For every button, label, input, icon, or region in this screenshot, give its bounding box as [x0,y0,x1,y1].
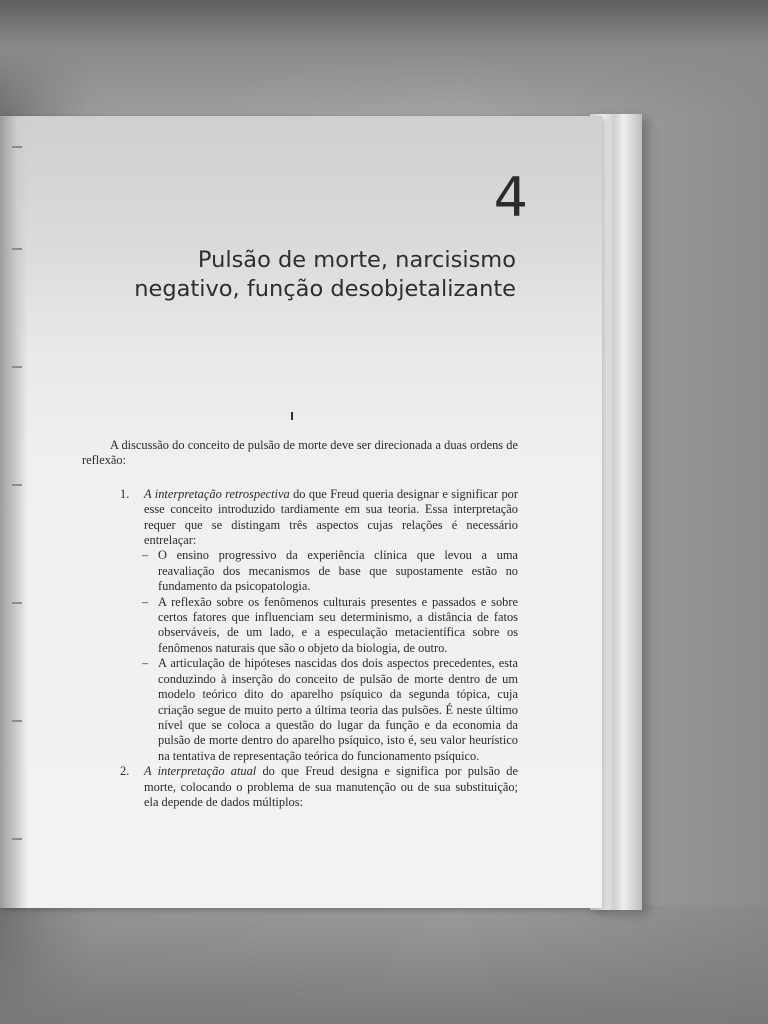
binding-thread [12,248,22,250]
chapter-title-line: Pulsão de morte, narcisismo [197,247,516,273]
list-item [82,764,518,810]
binding-thread [12,366,22,368]
dash-bullet: – [142,548,149,563]
binding-gutter [0,116,28,908]
chapter-title [100,246,516,304]
list-item-number: 1. [120,486,130,501]
sub-list-item-text: A reflexão sobre os fenômenos culturais presentes e passados e sobre certos fatores que influenciam seu determinismo, a distância de fatos observáveis, de um lado, e a especulação metacientífica sobre os fenômenos naturais que são o objeto da biologia, de outro. [158,594,518,655]
list-item [82,487,518,764]
list-item-text: do que Freud queria designar e significar por esse conceito introduzido tardiamente em sua teoria. Essa interpretação requer que se distingam três aspectos cujas relações é necessário entrelaçar: [144,486,519,548]
section-marker: I [289,410,295,423]
list-item-text: do que Freud designa e significa por pulsão de morte, colocando o problema de sua manutenção ou de sua substituição; ela depende de dados múltiplos: [144,764,518,809]
binding-thread [12,838,22,840]
list-item-term: A interpretação retrospectiva [144,486,290,501]
sub-list-item-text: O ensino progressivo da experiência clínica que levou a uma reavaliação dos mecanismos de base que supostamente estão no fundamento da psicopatologia. [158,548,518,594]
dash-bullet: – [142,656,149,671]
background-top-shadow [0,0,768,118]
list-item-number: 2. [120,764,130,779]
sub-list-item [144,656,518,764]
body-text [82,438,518,810]
sub-list-item [144,595,518,657]
chapter-number: 4 [493,166,528,229]
intro-paragraph: A discussão do conceito de pulsão de morte deve ser direcionada a duas ordens de reflexão: [82,438,518,468]
numbered-list [82,487,518,811]
binding-thread [12,720,22,722]
sub-list-item-text: A articulação de hipóteses nascidas dos dois aspectos precedentes, esta conduzindo à inserção do conceito de pulsão de morte dentro de um modelo teórico dito do aparelho psíquico da segunda tópica, cuja criação segue de muito perto a última teoria das pulsões. É neste último nível que se coloca a questão do lugar da função e da economia da pulsão de morte dentro do aparelho psíquico, isto é, seu valor heurístico na tentativa de representação teórica do funcionamento psíquico. [158,656,518,763]
binding-thread [12,146,22,148]
background-bottom-shadow [0,905,768,1024]
binding-thread [12,484,22,486]
sub-list [144,548,518,764]
sub-list-item [144,548,518,594]
binding-thread [12,602,22,604]
chapter-title-line: negativo, função desobjetalizante [134,276,516,302]
dash-bullet: – [142,594,149,609]
list-item-term: A interpretação atual [144,764,257,779]
